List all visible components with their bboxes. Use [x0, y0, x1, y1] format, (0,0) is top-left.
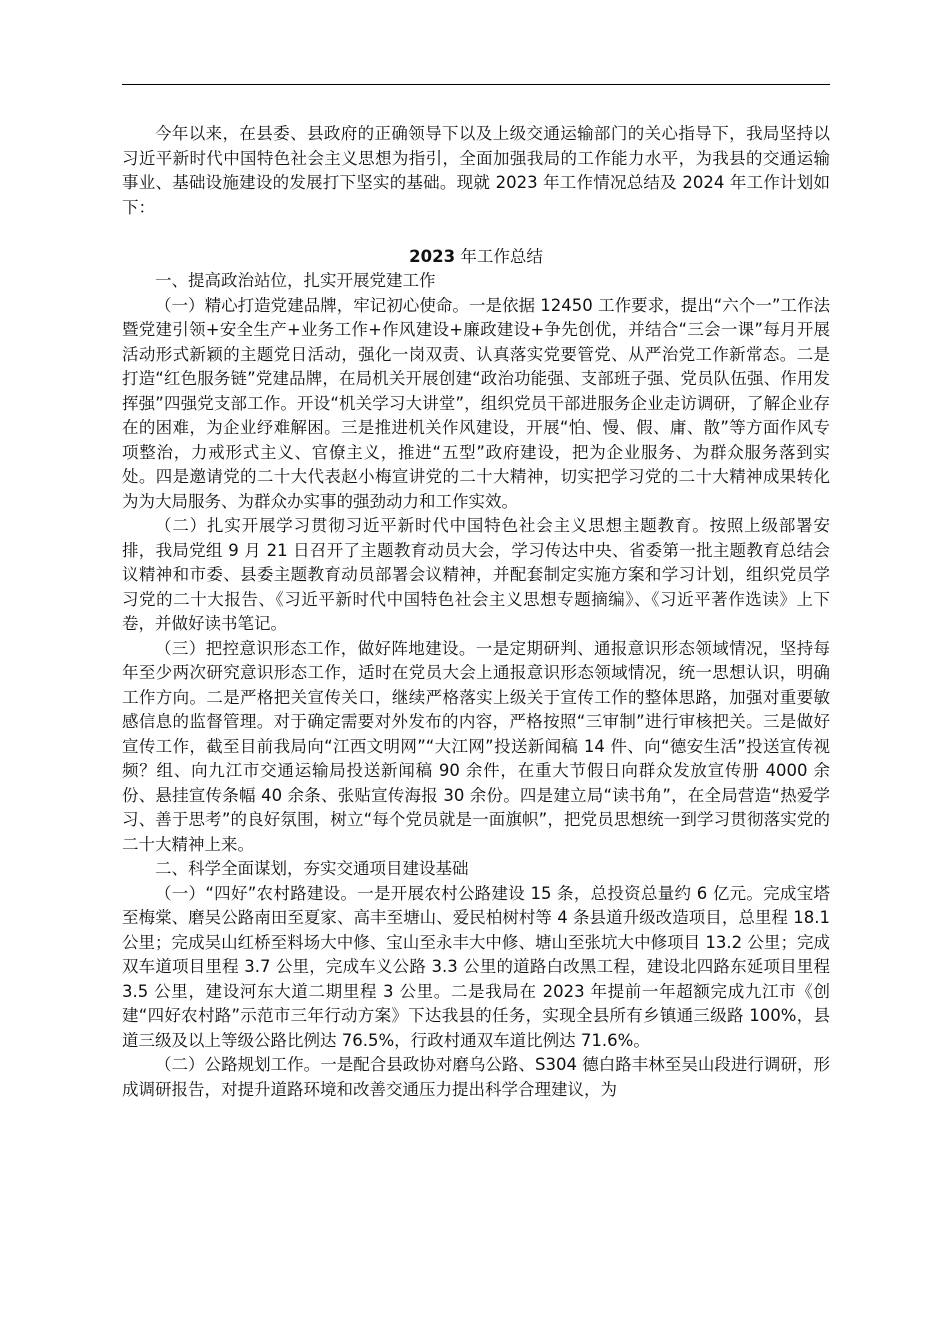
summary-heading: [122, 245, 830, 270]
section-2-paragraph-2: （二）公路规划工作。一是配合县政协对磨乌公路、S304 德白路丰林至吴山段进行调研，形成调研报告，对提升道路环境和改善交通压力提出科学合理建议，为: [122, 1055, 830, 1099]
header-rule: [122, 84, 830, 85]
section-1-paragraph-2: （二）扎实开展学习贯彻习近平新时代中国特色社会主义思想主题教育。按照上级部署安排，我局党组 9 月 21 日召开了主题教育动员大会，学习传达中央、省委第一批主题教育总结会议精神和市委、县委主题教育动员部署会议精神，并配套制定实施方案和学习计划，组织党员学习党的二十大报告、《习近平新时代中国特色社会主义思想专题摘编》、《习近平著作选读》上下卷，并做好读书笔记。: [122, 516, 830, 633]
section-1-paragraph-3: （三）把控意识形态工作，做好阵地建设。一是定期研判、通报意识形态领域情况，坚持每年至少两次研究意识形态工作，适时在党员大会上通报意识形态领域情况，统一思想认识，明确工作方向。二是严格把关宣传关口，继续严格落实上级关于宣传工作的整体思路，加强对重要敏感信息的监督管理。对于确定需要对外发布的内容，严格按照“三审制”进行审核把关。三是做好宣传工作，截至目前我局向“江西文明网”“大江网”投送新闻稿 14 件、向“德安生活”投送宣传视频？组、向九江市交通运输局投送新闻稿 90 余件，在重大节假日向群众发放宣传册 4000 余份、悬挂宣传条幅 40 余条、张贴宣传海报 30 余份。四是建立局“读书角”，在全局营造“热爱学习、善于思考”的良好氛围，树立“每个党员就是一面旗帜”，把党员思想统一到学习贯彻落实党的二十大精神上来。: [122, 638, 830, 854]
summary-heading-year: 2023: [409, 246, 456, 266]
section-1-title: 一、提高政治站位，扎实开展党建工作: [155, 271, 436, 290]
blank-line: [122, 220, 830, 245]
section-2-title: 二、科学全面谋划，夯实交通项目建设基础: [155, 859, 469, 878]
document-body: [122, 122, 830, 1102]
section-1-paragraph-1: （一）精心打造党建品牌，牢记初心使命。一是依据 12450 工作要求，提出“六个一”工作法暨党建引领+安全生产+业务工作+作风建设+廉政建设+争先创优，并结合“三会一课”每月开展活动形式新颖的主题党日活动，强化一岗双责、认真落实党要管党、从严治党工作新常态。二是打造“红色服务链”党建品牌，在局机关开展创建“政治功能强、支部班子强、党员队伍强、作用发挥强”四强党支部工作。开设“机关学习大讲堂”，组织党员干部进服务企业走访调研，了解企业存在的困难，为企业纾难解困。三是推进机关作风建设，开展“怕、慢、假、庸、散”等方面作风专项整治，力戒形式主义、官僚主义，推进“五型”政府建设，把为企业服务、为群众服务落到实处。四是邀请党的二十大代表赵小梅宣讲党的二十大精神，切实把学习党的二十大精神成果转化为为大局服务、为群众办实事的强劲动力和工作实效。: [122, 295, 830, 511]
section-2-paragraph-1: （一）“四好”农村路建设。一是开展农村公路建设 15 条，总投资总量约 6 亿元。完成宝塔至梅棠、磨吴公路南田至夏家、高丰至塘山、爱民柏树村等 4 条县道升级改造项目，总里程 18.1 公里；完成吴山红桥至料场大中修、宝山至永丰大中修、塘山至张坑大中修项目 13.2 公里；完成双车道项目里程 3.7 公里，完成车义公路 3.3 公里的道路白改黑工程，建设北四路东延项目里程 3.5 公里，建设河东大道二期里程 3 公里。二是我局在 2023 年提前一年超额完成九江市《创建“四好农村路”示范市三年行动方案》下达我县的任务，实现全县所有乡镇通三级路 100%，县道三级及以上等级公路比例达 76.5%，行政村通双车道比例达 71.6%。: [122, 883, 830, 1050]
intro-paragraph: 今年以来，在县委、县政府的正确领导下以及上级交通运输部门的关心指导下，我局坚持以习近平新时代中国特色社会主义思想为指引，全面加强我局的工作能力水平，为我县的交通运输事业、基础设施建设的发展打下坚实的基础。现就 2023 年工作情况总结及 2024 年工作计划如下：: [122, 124, 830, 217]
summary-heading-text: 年工作总结: [460, 246, 543, 266]
